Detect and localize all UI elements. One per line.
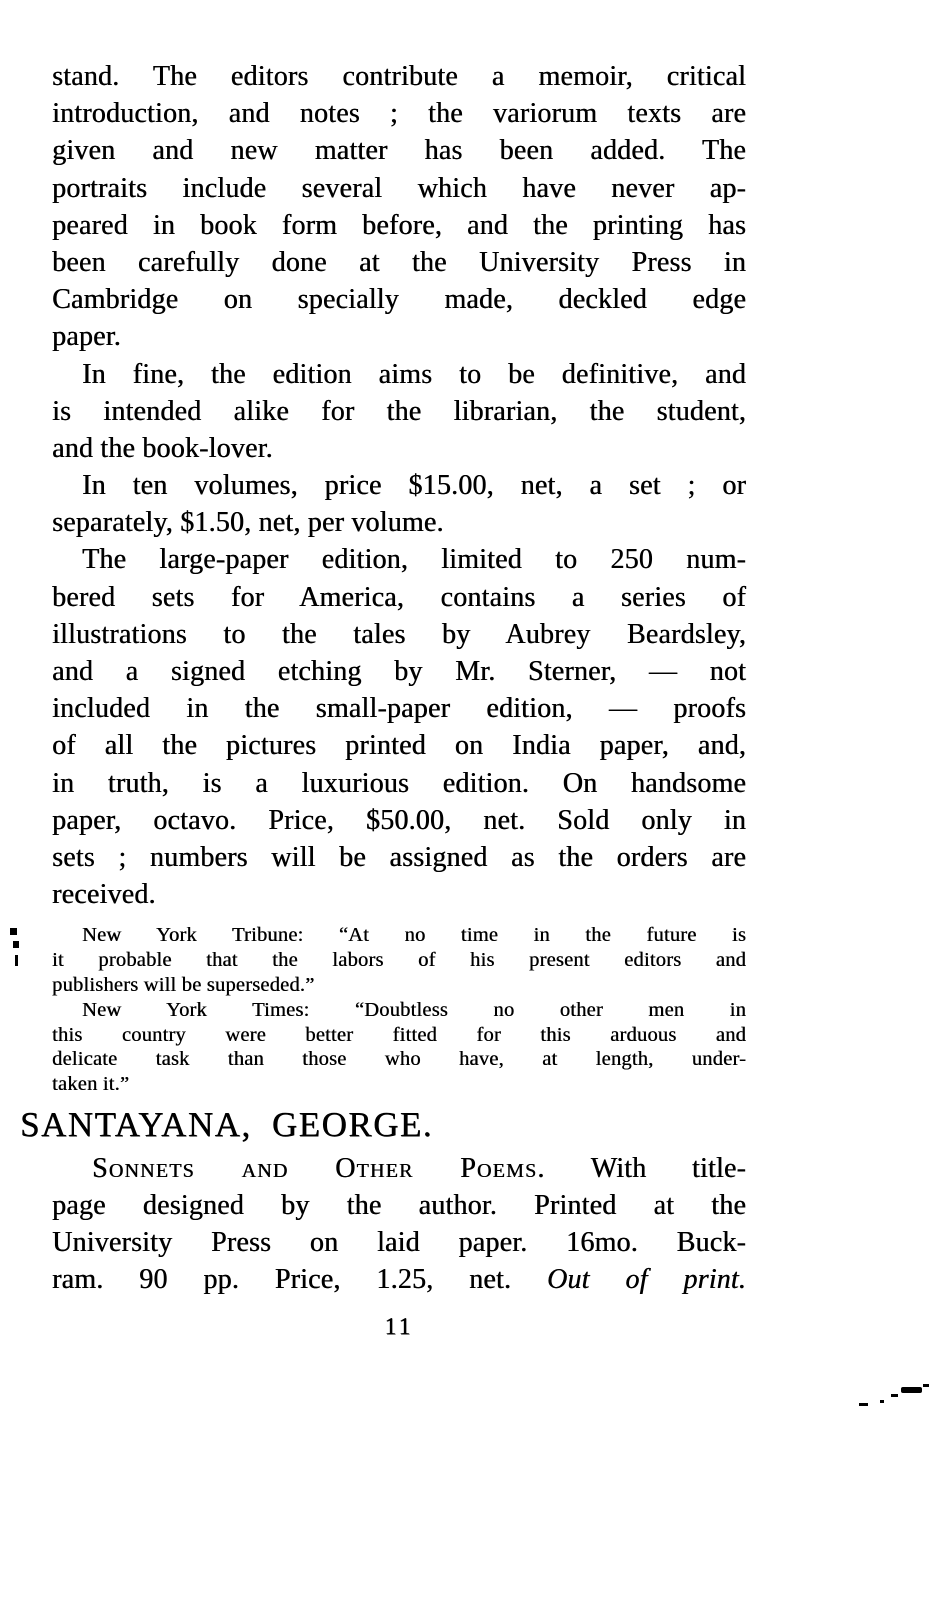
entry-title-line [52, 1150, 746, 1187]
text-line: and a signed etching by Mr. Sterner, — not [52, 656, 746, 687]
ink-speck [13, 941, 19, 948]
text-line: separately, $1.50, net, per volume. [52, 507, 444, 539]
ink-speck [891, 1394, 898, 1397]
text-column [20, 58, 746, 1341]
entry-text: ram. 90 pp. Price, 1.25, net. [52, 1264, 512, 1296]
text-line: New York Times: “Doubtless no other men in [82, 998, 746, 1021]
text-line: publishers will be superseded.” [52, 973, 315, 996]
text-line: given and new matter has been added. The [52, 135, 746, 167]
text-line: In fine, the edition aims to be definitive, and [82, 358, 746, 390]
text-line: taken it.” [52, 1073, 130, 1096]
page-number: 11 [384, 1313, 414, 1340]
text-line: in truth, is a luxurious edition. On handsome [52, 767, 746, 799]
ink-speck [923, 1384, 929, 1387]
ink-speck [901, 1387, 922, 1393]
ink-speck [15, 955, 18, 966]
book-title: Sonnets and Other Poems. [92, 1152, 546, 1184]
out-of-print-note: Out of print. [546, 1264, 746, 1296]
entry-text: With title- [590, 1152, 746, 1184]
text-line: received. [52, 879, 156, 911]
text-line: New York Tribune: “At no time in the future is [82, 924, 746, 947]
text-line: portraits include several which have never ap- [52, 172, 746, 204]
text-line: and the book-lover. [52, 432, 273, 464]
text-line: introduction, and notes ; the variorum texts are [52, 98, 746, 130]
text-line: stand. The editors contribute a memoir, critical [52, 61, 746, 92]
text-line: included in the small-paper edition, — proofs [52, 693, 746, 725]
press-reviews [52, 923, 746, 1097]
text-line: The large-paper edition, limited to 250 num- [82, 544, 746, 576]
text-line: sets ; numbers will be assigned as the orders are [52, 841, 746, 873]
entry-price-line [52, 1261, 746, 1298]
text-line: this country were better fitted for this arduous and [52, 1023, 746, 1046]
paragraph [52, 356, 746, 468]
text-line: University Press on laid paper. 16mo. Buck- [52, 1227, 746, 1259]
text-line: is intended alike for the librarian, the student, [52, 395, 746, 427]
ink-speck [10, 928, 17, 935]
text-line: of all the pictures printed on India paper, and, [52, 730, 746, 762]
paragraph [52, 467, 746, 541]
text-line: bered sets for America, contains a series of [52, 581, 746, 613]
review-quote-times [52, 998, 746, 1097]
text-line: illustrations to the tales by Aubrey Beardsley, [52, 618, 746, 650]
author-heading: SANTAYANA, GEORGE. [20, 1104, 434, 1144]
text-line: page designed by the author. Printed at the [52, 1190, 746, 1222]
review-quote-tribune [52, 923, 746, 997]
ink-speck [859, 1403, 868, 1406]
text-line: Cambridge on specially made, deckled edge [52, 284, 746, 316]
book-entry [52, 1150, 746, 1299]
text-line: it probable that the labors of his present editors and [52, 949, 746, 972]
text-line: paper, octavo. Price, $50.00, net. Sold only in [52, 804, 746, 836]
text-line: paper. [52, 321, 121, 353]
ink-speck [880, 1400, 884, 1403]
text-line: In ten volumes, price $15.00, net, a set ; or [82, 470, 746, 502]
paragraph [52, 541, 746, 913]
paragraph [52, 58, 746, 356]
text-line: peared in book form before, and the printing has [52, 209, 746, 241]
text-line: delicate task than those who have, at length, under- [52, 1048, 746, 1071]
text-line: been carefully done at the University Press in [52, 246, 746, 278]
